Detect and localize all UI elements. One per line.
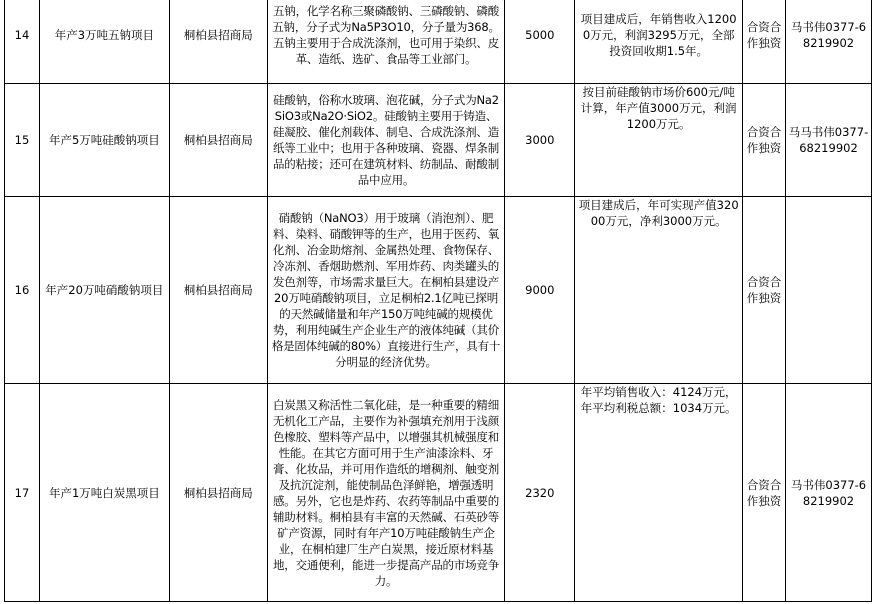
contact bbox=[786, 197, 872, 384]
row-number: 16 bbox=[5, 197, 40, 384]
investment: 3000 bbox=[505, 84, 575, 197]
investment: 9000 bbox=[505, 197, 575, 384]
project-table bbox=[4, 0, 872, 602]
project-name: 年产20万吨硝酸钠项目 bbox=[39, 197, 169, 384]
row-number: 14 bbox=[5, 0, 40, 84]
table-row bbox=[5, 0, 872, 84]
department: 桐柏县招商局 bbox=[169, 84, 267, 197]
department: 桐柏县招商局 bbox=[169, 197, 267, 384]
project-description: 硅酸钠，俗称水玻璃、泡花碱，分子式为Na2 SiO3或Na2O·SiO2。硅酸钠主要用于铸造、硅凝胶、催化剂载体、制皂、合成洗涤剂、造纸等工业中；也用于各种玻璃、瓷器、焊条制品的粘接；还可在建筑材料、纺制品、耐酸制品中应用。 bbox=[267, 84, 505, 197]
project-name: 年产5万吨硅酸钠项目 bbox=[39, 84, 169, 197]
project-description: 白炭黑又称活性二氧化硅，是一种重要的精细无机化工产品，主要作为补强填充剂用于浅颜色橡胶、塑料等产品中，以增强其机械强度和性能。在其它方面可用于生产油漆涂料、牙膏、化妆品，并可用作造纸的增稠剂、触变剂及抗沉淀剂，能使制品色泽鲜艳，增强透明感。另外，它也是炸药、农药等制品中重要的辅助材料。桐柏县有丰富的天然碱、石英砂等矿产资源，同时有年产10万吨硅酸钠生产企业，在桐柏建厂生产白炭黑，接近原材料基地，交通便利，能进一步提高产品的市场竞争力。 bbox=[267, 384, 505, 602]
cooperation-mode: 合资合作独资 bbox=[743, 0, 786, 84]
investment: 2320 bbox=[505, 384, 575, 602]
contact: 马马书伟0377-68219902 bbox=[786, 84, 872, 197]
contact: 马书伟0377-68219902 bbox=[786, 0, 872, 84]
department: 桐柏县招商局 bbox=[169, 0, 267, 84]
department: 桐柏县招商局 bbox=[169, 384, 267, 602]
cooperation-mode: 合资合作独资 bbox=[743, 84, 786, 197]
row-number: 17 bbox=[5, 384, 40, 602]
economic-returns: 项目建成后，年销售收入12000万元，利润3295万元，全部投资回收期1.5年。 bbox=[575, 0, 743, 84]
project-description: 五钠，化学名称三聚磷酸钠、三磷酸钠、磷酸五钠，分子式为Na5P3O10，分子量为368。五钠主要用于合成洗涤剂，也可用于染织、皮革、造纸、选矿、食品等工业部门。 bbox=[267, 0, 505, 84]
table-row bbox=[5, 84, 872, 197]
table-row bbox=[5, 384, 872, 602]
row-number: 15 bbox=[5, 84, 40, 197]
economic-returns: 按目前硅酸钠市场价600元/吨计算，年产值3000万元，利润1200万元。 bbox=[575, 84, 743, 197]
economic-returns: 年平均销售收入：4124万元，年平均利税总额：1034万元。 bbox=[575, 384, 743, 602]
contact: 马书伟0377-68219902 bbox=[786, 384, 872, 602]
project-name: 年产1万吨白炭黑项目 bbox=[39, 384, 169, 602]
project-name: 年产3万吨五钠项目 bbox=[39, 0, 169, 84]
investment: 5000 bbox=[505, 0, 575, 84]
project-description: 硝酸钠（NaNO3）用于玻璃（消泡剂）、肥料、染料、硝酸钾等的生产，也用于医药、氧化剂、冶金助熔剂、金属热处理、食物保存、冷冻剂、香烟助燃剂、军用炸药、肉类罐头的发色剂等，市场需求量巨大。在桐柏县建设产20万吨硝酸钠项目，立足桐柏2.1亿吨已探明的天然碱储量和年产150万吨纯碱的规模优势，利用纯碱生产企业生产的液体纯碱（其价格是固体纯碱的80%）直接进行生产，具有十分明显的经济优势。 bbox=[267, 197, 505, 384]
cooperation-mode: 合资合作独资 bbox=[743, 384, 786, 602]
table-row bbox=[5, 197, 872, 384]
economic-returns: 项目建成后，年可实现产值32000万元，净利3000万元。 bbox=[575, 197, 743, 384]
cooperation-mode: 合资合作独资 bbox=[743, 197, 786, 384]
